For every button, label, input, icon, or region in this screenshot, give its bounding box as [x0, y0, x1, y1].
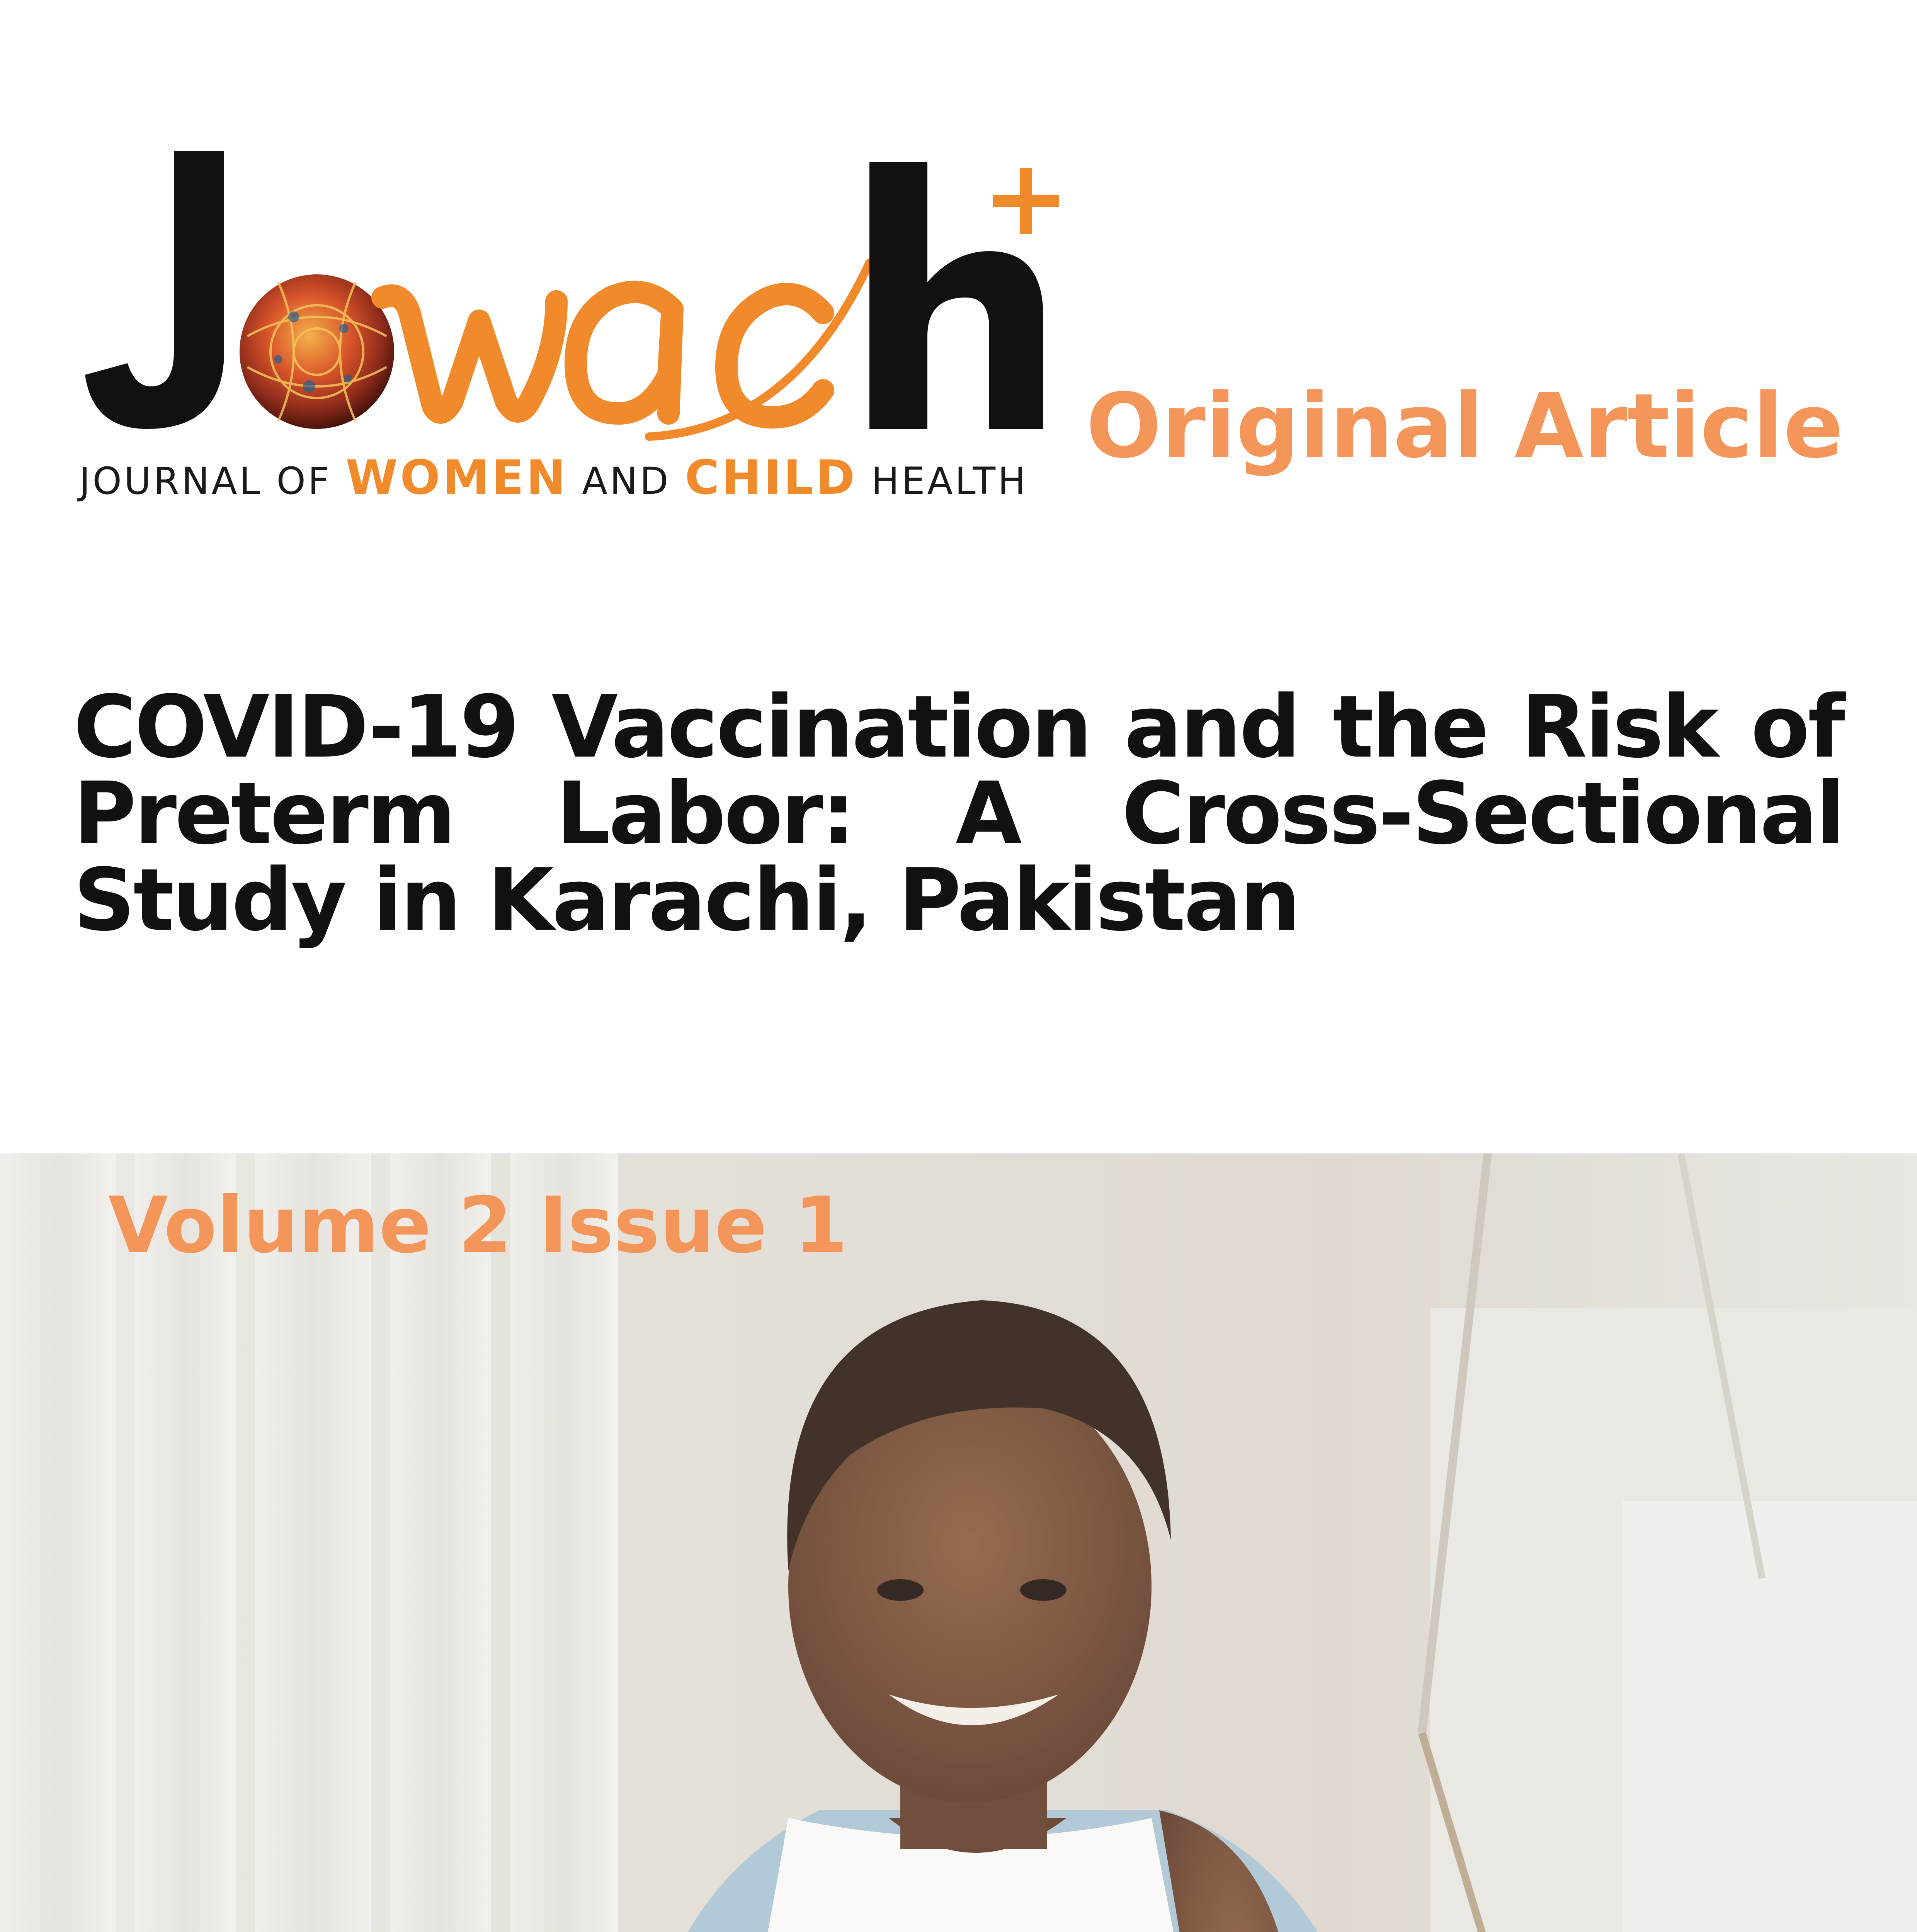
article-title: COVID-19 Vaccination and the Risk of Preterm Labor: A Cross-Sectional Study in Karachi, Pakistan [73, 677, 1843, 950]
issue-label: Volume 2 Issue 1 [108, 1180, 848, 1270]
article-type-label: Original Article [1086, 375, 1844, 478]
journal-logo [77, 135, 1074, 510]
logo-tagline: JOURNAL OF WOMEN AND CHILD HEALTH [79, 450, 1028, 505]
jowach-wordmark-logo [77, 135, 1074, 452]
